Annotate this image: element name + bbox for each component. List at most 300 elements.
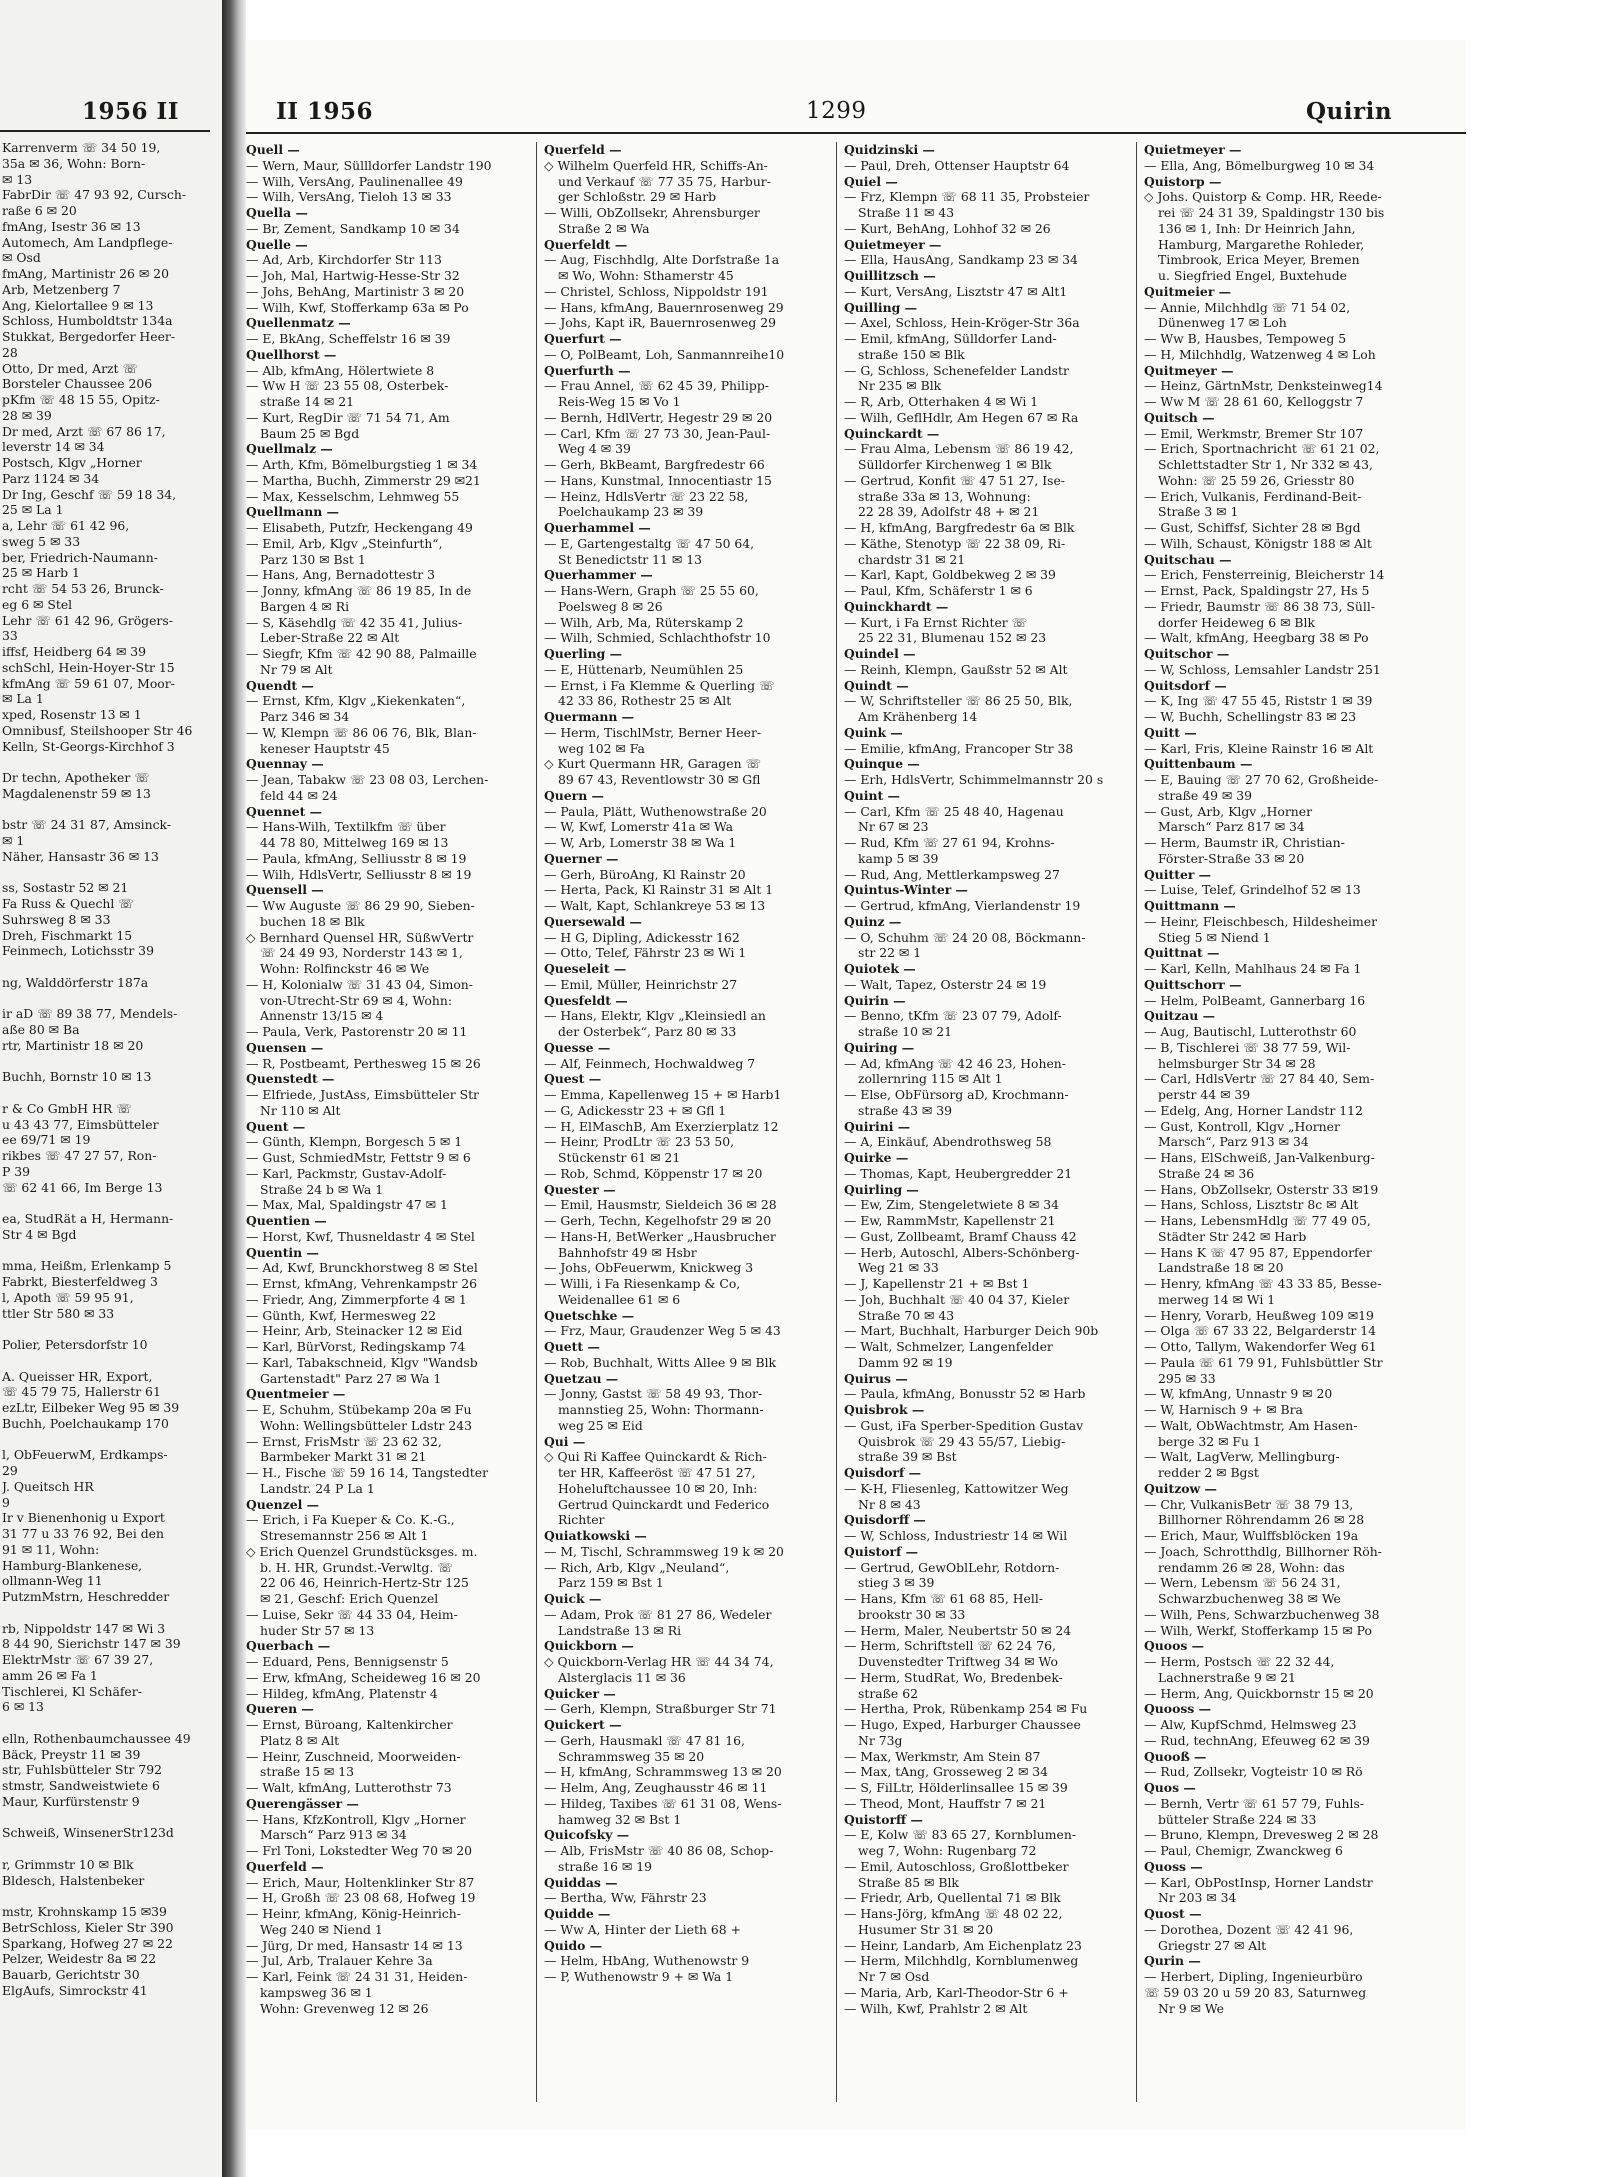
entry-line: — Gerh, Techn, Kegelhofstr 29 ✉ 20 (544, 1213, 772, 1228)
left-entry-line: Feinmech, Lotichsstr 39 (2, 943, 154, 959)
entry-line: — Ella, HausAng, Sandkamp 23 ✉ 34 (844, 252, 1078, 268)
entry-line: — Luise, Telef, Grindelhof 52 ✉ 13 (1144, 882, 1361, 898)
entry-line: — Paul, Chemigr, Zwanckweg 6 (1144, 1843, 1343, 1858)
left-entry-line (2, 1888, 218, 1904)
entry-line: — Rich, Arb, Klgv „Neuland“, (544, 1559, 730, 1575)
entry-surname: Quisdorf — (844, 1465, 921, 1480)
entry-line: — W, Schloss, Lemsahler Landstr 251 (1144, 661, 1381, 677)
entry-line: Schlettstadter Str 1, Nr 332 ✉ 43, (1158, 457, 1373, 472)
entry-line: — Walt, ObWachtmstr, Am Hasen- (1144, 1417, 1358, 1433)
entry-line: — Paula, kfmAng, Selliusstr 8 ✉ 19 (246, 850, 467, 866)
entry-line: — Ernst, Kfm, Klgv „Kiekenkaten“, (246, 693, 466, 709)
entry-line: ◇ Johs. Quistorp & Comp. HR, Reede- (1144, 189, 1382, 205)
entry-line: — Ww H ☏ 23 55 08, Osterbek- (246, 378, 449, 394)
left-entry-line: leverstr 14 ✉ 34 (2, 439, 105, 455)
entry-line: ✉ Wo, Wohn: Sthamerstr 45 (558, 268, 734, 283)
entry-line: — Paula, Verk, Pastorenstr 20 ✉ 11 (246, 1024, 468, 1039)
left-entry-line: 25 ✉ Harb 1 (2, 565, 80, 581)
entry-surname: Quitzau — (1144, 1008, 1216, 1024)
left-entry-line: Sparkang, Hofweg 27 ✉ 22 (2, 1935, 173, 1951)
entry-surname: Queseleit — (544, 961, 627, 976)
right-margin (1466, 0, 1600, 2177)
left-entry-line (2, 1243, 218, 1259)
entry-line: — Herb, Autoschl, Albers-Schönberg- (844, 1244, 1080, 1260)
entry-line: — Hertha, Prok, Rübenkamp 254 ✉ Fu (844, 1701, 1088, 1717)
entry-line: — Hans, Schloss, Lisztstr 8c ✉ Alt (1144, 1197, 1359, 1213)
entry-line: — Johs, ObFeuerwm, Knickweg 3 (544, 1260, 754, 1276)
entry-line: — O, Schuhm ☏ 24 20 08, Böckmann- (844, 929, 1086, 945)
entry-line: — Hans, ObZollsekr, Osterstr 33 ✉19 (1144, 1181, 1379, 1197)
entry-surname: Quermann — (544, 709, 635, 724)
entry-line: — Alb, kfmAng, Hölertwiete 8 (246, 362, 435, 378)
entry-line: — Wilh, Schaust, Königstr 188 ✉ Alt (1144, 535, 1372, 551)
entry-line: mannstieg 25, Wohn: Thormann- (558, 1402, 764, 1417)
entry-line: — H, kfmAng, Schrammsweg 13 ✉ 20 (544, 1764, 782, 1780)
entry-line: 136 ✉ 1, Inh: Dr Heinrich Jahn, (1158, 220, 1356, 236)
entry-line: — Aug, Fischhdlg, Alte Dorfstraße 1a (544, 252, 780, 268)
entry-line: Lachnerstraße 9 ✉ 21 (1158, 1669, 1296, 1685)
left-entry-line: Dr med, Arzt ☏ 67 86 17, (2, 423, 166, 439)
entry-line: — H, Milchhdlg, Watzenweg 4 ✉ Loh (1144, 346, 1376, 362)
entry-line: — H., Fische ☏ 59 16 14, Tangstedter (246, 1465, 488, 1480)
entry-line: — H, kfmAng, Bargfredestr 6a ✉ Blk (844, 520, 1075, 535)
left-entry-line: Borsteler Chaussee 206 (2, 376, 153, 392)
entry-line: Nr 7 ✉ Osd (858, 1969, 930, 1984)
entry-line: — A, Einkäuf, Abendrothsweg 58 (844, 1134, 1052, 1150)
entry-line: Nr 235 ✉ Blk (858, 378, 942, 394)
entry-line: Alsterglacis 11 ✉ 36 (558, 1669, 686, 1685)
left-entry-line: P 39 (2, 1163, 31, 1179)
left-entry-line: Schweiß, WinsenerStr123d (2, 1825, 174, 1841)
entry-line: — Hans, KfzKontroll, Klgv „Horner (246, 1811, 466, 1827)
left-header-rule (0, 130, 210, 132)
left-entry-line (2, 1605, 218, 1621)
entry-line: — Ww M ☏ 28 61 60, Kelloggstr 7 (1144, 394, 1364, 409)
entry-surname: Quos — (1144, 1780, 1196, 1795)
left-entry-line: bstr ☏ 24 31 87, Amsinck- (2, 817, 172, 833)
entry-line: 295 ✉ 33 (1158, 1370, 1216, 1386)
entry-surname: Quidzinski — (844, 142, 935, 157)
left-entry-line (2, 802, 218, 818)
entry-line: weg 102 ✉ Fa (558, 740, 645, 756)
left-entry-line: aße 80 ✉ Ba (2, 1022, 80, 1037)
entry-line: Dünenweg 17 ✉ Loh (1158, 315, 1287, 331)
entry-line: — Bruno, Klempn, Drevesweg 2 ✉ 28 (1144, 1827, 1379, 1843)
entry-line: Weidenallee 61 ✉ 6 (558, 1291, 681, 1307)
entry-line: — Karl, Kapt, Goldbekweg 2 ✉ 39 (844, 567, 1056, 583)
entry-line: — Erich, i Fa Kueper & Co. K.-G., (246, 1512, 455, 1528)
entry-surname: Quellhorst — (246, 346, 337, 362)
entry-line: — Gertrud, kfmAng, Vierlandenstr 19 (844, 898, 1081, 913)
entry-line: und Verkauf ☏ 77 35 75, Harbur- (558, 173, 771, 189)
left-entry-line: ElektrMstr ☏ 67 39 27, (2, 1652, 154, 1667)
left-entry-line (2, 1195, 218, 1211)
entry-line: str 22 ✉ 1 (858, 945, 922, 961)
entry-line: Hamburg, Margarethe Rohleder, (1158, 236, 1365, 252)
left-entry-line: Str 4 ✉ Bgd (2, 1226, 77, 1242)
directory-page (246, 40, 1466, 2130)
entry-line: — Gust, Arb, Klgv „Horner (1144, 803, 1313, 819)
entry-line: kamp 5 ✉ 39 (858, 850, 939, 866)
entry-line: — Gerh, BkBeamt, Bargfredestr 66 (544, 457, 765, 472)
entry-line: — Wilh, Werkf, Stofferkamp 15 ✉ Po (1144, 1622, 1372, 1638)
left-entry-line: Parz 1124 ✉ 34 (2, 470, 100, 486)
left-entry-line: Otto, Dr med, Arzt ☏ (2, 360, 138, 376)
entry-surname: Querfeldt — (544, 236, 628, 252)
entry-line: — Heinr, kfmAng, König-Heinrich- (246, 1906, 461, 1921)
left-entry-line: Hamburg-Blankenese, (2, 1557, 143, 1573)
entry-line: — Helm, HbAng, Wuthenowstr 9 (544, 1953, 750, 1969)
left-entry-line: Kelln, St-Georgs-Kirchhof 3 (2, 738, 175, 754)
entry-line: — Erich, Maur, Wulffsblöcken 19a (1144, 1528, 1359, 1543)
entry-surname: Quentien — (246, 1213, 327, 1228)
entry-line: — Emil, Hausmstr, Sieldeich 36 ✉ 28 (544, 1197, 777, 1213)
entry-line: — Annie, Milchhdlg ☏ 71 54 02, (1144, 299, 1351, 315)
entry-line: — Elfriede, JustAss, Eimsbütteler Str (246, 1087, 479, 1102)
entry-line: ✉ 21, Geschf: Erich Quenzel (260, 1591, 439, 1606)
entry-line: — Herm, Postsch ☏ 22 32 44, (1144, 1654, 1335, 1669)
entry-line: — Bernh, HdlVertr, Hegestr 29 ✉ 20 (544, 409, 773, 425)
left-entry-line (2, 1085, 218, 1101)
entry-line: merweg 14 ✉ Wi 1 (1158, 1291, 1276, 1307)
entry-line: — Hans K ☏ 47 95 87, Eppendorfer (1144, 1244, 1372, 1260)
entry-line: ☏ 24 49 93, Norderstr 143 ✉ 1, (260, 945, 463, 961)
entry-line: — Else, ObFürsorg aD, Krochmann- (844, 1087, 1069, 1102)
entry-line: helmsburger Str 34 ✉ 28 (1158, 1055, 1316, 1071)
left-entry-line: sweg 5 ✉ 33 (2, 533, 81, 549)
entry-line: — Benno, tKfm ☏ 23 07 79, Adolf- (844, 1008, 1062, 1024)
entry-line: 25 22 31, Blumenau 152 ✉ 23 (858, 630, 1047, 646)
left-entry-line: mstr, Krohnskamp 15 ✉39 (2, 1904, 167, 1919)
left-entry-line: Postsch, Klgv „Horner (2, 455, 142, 470)
entry-surname: Quirling — (844, 1181, 919, 1197)
entry-line: u. Siegfried Engel, Buxtehude (1158, 268, 1347, 283)
left-entry-line: a, Lehr ☏ 61 42 96, (2, 518, 130, 533)
entry-line: Reis-Weg 15 ✉ Vo 1 (558, 394, 681, 409)
entry-line: — Rud, technAng, Efeuweg 62 ✉ 39 (1144, 1732, 1370, 1748)
entry-line: von-Utrecht-Str 69 ✉ 4, Wohn: (260, 992, 452, 1008)
entry-line: Schrammsweg 35 ✉ 20 (558, 1748, 705, 1764)
entry-line: Landstraße 13 ✉ Ri (558, 1622, 682, 1638)
entry-surname: Quietmeyer — (1144, 142, 1242, 157)
entry-line: — Wilh, VersAng, Paulinenallee 49 (246, 173, 463, 189)
entry-line: — Rud, Zollsekr, Vogteistr 10 ✉ Rö (1144, 1764, 1363, 1780)
entry-surname: Quillitzsch — (844, 268, 936, 283)
entry-line: — Herm, StudRat, Wo, Bredenbek- (844, 1669, 1063, 1685)
entry-line: — Emilie, kfmAng, Francoper Str 38 (844, 740, 1074, 756)
entry-surname: Quendt — (246, 677, 314, 693)
entry-line: — E, Kolw ☏ 83 65 27, Kornblumen- (844, 1827, 1077, 1843)
entry-line: straße 62 (858, 1685, 918, 1701)
entry-line: — Eduard, Pens, Bennigsenstr 5 (246, 1654, 449, 1669)
entry-surname: Querfurth — (544, 362, 631, 378)
entry-surname: Quost — (1144, 1906, 1202, 1921)
left-entry-line: mma, Heißm, Erlenkamp 5 (2, 1258, 172, 1274)
entry-surname: Quella — (246, 205, 308, 220)
entry-line: — Friedr, Ang, Zimmerpforte 4 ✉ 1 (246, 1291, 467, 1307)
entry-line: — Günth, Klempn, Borgesch 5 ✉ 1 (246, 1134, 463, 1150)
left-entry-line: eg 6 ✉ Stel (2, 596, 73, 612)
entry-line: — Axel, Schloss, Hein-Kröger-Str 36a (844, 315, 1080, 331)
entry-surname: Quenzel — (246, 1496, 320, 1512)
entry-line: — Heinr, ProdLtr ☏ 23 53 50, (544, 1134, 735, 1150)
entry-line: Wohn: Rolfinckstr 46 ✉ We (260, 961, 430, 976)
entry-line: — Otto, Telef, Fährstr 23 ✉ Wi 1 (544, 945, 747, 961)
entry-surname: Quietmeyer — (844, 236, 942, 252)
entry-surname: Quetzau — (544, 1370, 619, 1386)
entry-line: — Friedr, Arb, Quellental 71 ✉ Blk (844, 1890, 1061, 1906)
entry-line: straße 14 ✉ 21 (260, 394, 354, 409)
entry-line: Straße 24 b ✉ Wa 1 (260, 1181, 384, 1197)
entry-line: hamweg 32 ✉ Bst 1 (558, 1811, 682, 1827)
entry-line: — B, Tischlerei ☏ 38 77 59, Wil- (1144, 1039, 1351, 1055)
entry-line: — Gerh, BüroAng, Kl Rainstr 20 (544, 866, 746, 882)
entry-line: weg 25 ✉ Eid (558, 1417, 643, 1433)
entry-line: keneser Hauptstr 45 (260, 740, 390, 756)
entry-line: — Hans, Kunstmal, Innocentiastr 15 (544, 472, 772, 488)
entry-line: — Käthe, Stenotyp ☏ 22 38 09, Ri- (844, 535, 1066, 551)
entry-line: — Emil, Werkmstr, Bremer Str 107 (1144, 425, 1364, 441)
entry-line: chardstr 31 ✉ 21 (858, 551, 966, 567)
entry-line: stieg 3 ✉ 39 (858, 1575, 935, 1591)
entry-line: — G, Adickesstr 23 + ✉ Gfl 1 (544, 1102, 727, 1118)
entry-line: Stückenstr 61 ✉ 21 (558, 1150, 681, 1165)
entry-line: — Erich, Maur, Holtenklinker Str 87 (246, 1874, 475, 1890)
entry-line: — Ww Auguste ☏ 86 29 90, Sieben- (246, 898, 475, 913)
entry-surname: Quitschor — (1144, 646, 1230, 661)
directory-column-3 (844, 142, 1134, 2130)
left-entry-line: ezLtr, Eilbeker Weg 95 ✉ 39 (2, 1400, 180, 1415)
entry-line: — Walt, LagVerw, Mellingburg- (1144, 1449, 1340, 1465)
entry-line: — Wilh, GeflHdlr, Am Hegen 67 ✉ Ra (844, 409, 1079, 425)
entry-line: — Herm, Ang, Quickbornstr 15 ✉ 20 (1144, 1685, 1374, 1701)
entry-line: — G, Schloss, Schenefelder Landstr (844, 362, 1069, 378)
entry-line: — Gust, iFa Sperber-Spedition Gustav (844, 1417, 1084, 1433)
entry-line: straße 16 ✉ 19 (558, 1858, 652, 1874)
left-entry-line: 6 ✉ 13 (2, 1699, 44, 1715)
left-entry-line: A. Queisser HR, Export, (2, 1368, 153, 1384)
entry-line: — Wilh, Kwf, Stofferkamp 63a ✉ Po (246, 299, 469, 315)
entry-line: Stieg 5 ✉ Niend 1 (1158, 929, 1271, 945)
left-entry-line: Lehr ☏ 61 42 96, Grögers- (2, 612, 173, 628)
entry-line: perstr 44 ✉ 39 (1158, 1087, 1251, 1102)
entry-surname: Quirus — (844, 1370, 908, 1386)
entry-line: Hoheluftchaussee 10 ✉ 20, Inh: (558, 1480, 758, 1496)
entry-line: — Ad, kfmAng ☏ 42 46 23, Hohen- (844, 1055, 1066, 1071)
entry-line: — Gerh, Hausmakl ☏ 47 81 16, (544, 1732, 745, 1748)
entry-surname: Quiatkowski — (544, 1528, 647, 1543)
entry-surname: Quelle — (246, 236, 308, 252)
entry-line: — Alb, FrisMstr ☏ 40 86 08, Schop- (544, 1843, 774, 1858)
entry-surname: Querling — (544, 646, 623, 661)
left-entry-line (2, 754, 218, 770)
left-entry-line: Dr Ing, Geschf ☏ 59 18 34, (2, 486, 177, 502)
entry-surname: Quitter — (1144, 866, 1212, 882)
entry-line: — Walt, Schmelzer, Langenfelder (844, 1339, 1053, 1354)
entry-surname: Quisdorff — (844, 1512, 926, 1528)
entry-line: straße 150 ✉ Blk (858, 346, 965, 362)
entry-line: — Paul, Dreh, Ottenser Hauptstr 64 (844, 157, 1070, 173)
entry-line: — Herm, TischlMstr, Berner Heer- (544, 724, 762, 740)
entry-surname: Quittenbaum — (1144, 756, 1253, 772)
entry-line: — Wilh, Arb, Ma, Rüterskamp 2 (544, 614, 744, 630)
entry-line: — Rud, Ang, Mettlerkampsweg 27 (844, 866, 1060, 882)
entry-line: — Erw, kfmAng, Scheideweg 16 ✉ 20 (246, 1669, 481, 1685)
left-entry-line: u 43 43 77, Eimsbütteler (2, 1116, 159, 1132)
entry-surname: Quern — (544, 787, 604, 803)
left-entry-line: ttler Str 580 ✉ 33 (2, 1305, 115, 1321)
entry-line: — Adam, Prok ☏ 81 27 86, Wedeler (544, 1606, 772, 1622)
entry-surname: Quiel — (844, 173, 898, 189)
left-entry-line: iffsf, Heidberg 64 ✉ 39 (2, 644, 147, 659)
entry-line: — Joh, Buchhalt ☏ 40 04 37, Kieler (844, 1291, 1070, 1307)
entry-line: — Walt, Kapt, Schlankreye 53 ✉ 13 (544, 898, 766, 913)
entry-line: — Kurt, i Fa Ernst Richter ☏ (844, 614, 1028, 630)
entry-line: Stresemannstr 256 ✉ Alt 1 (260, 1528, 429, 1543)
left-entry-line: rikbes ☏ 47 27 57, Ron- (2, 1148, 157, 1163)
entry-surname: Quindt — (844, 677, 909, 693)
entry-surname: Querner — (544, 850, 619, 866)
entry-surname: Quester — (544, 1181, 616, 1197)
entry-line: Timbrook, Erica Meyer, Bremen (1158, 252, 1360, 268)
entry-line: — Christel, Schloss, Nippoldstr 191 (544, 283, 769, 299)
entry-line: — Edelg, Ang, Horner Landstr 112 (1144, 1102, 1363, 1118)
entry-line: — E, Gartengestaltg ☏ 47 50 64, (544, 535, 755, 551)
entry-line: — K, Ing ☏ 47 55 45, Riststr 1 ✉ 39 (1144, 693, 1373, 709)
entry-line: — Günth, Kwf, Hermesweg 22 (246, 1307, 436, 1323)
entry-line: ◇ Erich Quenzel Grundstücksges. m. (246, 1543, 478, 1559)
left-entry-line: 33 (2, 628, 18, 644)
left-entry-line: ✉ 13 (2, 171, 33, 187)
entry-line: — Jul, Arb, Tralauer Kehre 3a (246, 1953, 433, 1969)
left-entry-line: Omnibusf, Steilshooper Str 46 (2, 722, 193, 738)
column-divider (836, 142, 837, 2102)
left-entry-line: 28 (2, 344, 18, 360)
entry-line: Straße 24 ✉ 36 (1158, 1165, 1255, 1181)
entry-line: — Joach, Schrotthdlg, Billhorner Röh- (1144, 1543, 1382, 1559)
entry-line: 22 06 46, Heinrich-Hertz-Str 125 (260, 1575, 469, 1591)
entry-line: Gartenstadt" Parz 27 ✉ Wa 1 (260, 1370, 442, 1386)
entry-line: — R, Postbeamt, Perthesweg 15 ✉ 26 (246, 1055, 481, 1071)
entry-line: — Gust, SchmiedMstr, Fettstr 9 ✉ 6 (246, 1150, 471, 1165)
entry-line: — Emma, Kapellenweg 15 + ✉ Harb1 (544, 1087, 782, 1102)
entry-line: — W, Schloss, Industriestr 14 ✉ Wil (844, 1528, 1068, 1543)
left-entry-line: ☏ 62 41 66, Im Berge 13 (2, 1179, 163, 1195)
left-entry-line: Fabrkt, Biesterfeldweg 3 (2, 1274, 158, 1289)
entry-line: straße 33a ✉ 13, Wohnung: (858, 488, 1031, 504)
entry-line: — Max, tAng, Grosseweg 2 ✉ 34 (844, 1764, 1049, 1780)
entry-line: — Karl, Packmstr, Gustav-Adolf- (246, 1165, 447, 1181)
entry-line: — Luise, Sekr ☏ 44 33 04, Heim- (246, 1606, 458, 1622)
entry-line: — Heinr, Arb, Steinacker 12 ✉ Eid (246, 1323, 463, 1339)
entry-line: — Hans-Wern, Graph ☏ 25 55 60, (544, 583, 759, 598)
entry-line: zollernring 115 ✉ Alt 1 (858, 1071, 1003, 1087)
entry-line: Damm 92 ✉ 19 (858, 1354, 953, 1370)
entry-line: — Helm, PolBeamt, Gannerbarg 16 (1144, 992, 1366, 1008)
entry-surname: Quistorf — (844, 1543, 919, 1559)
entry-line: — Reinh, Klempn, Gaußstr 52 ✉ Alt (844, 661, 1068, 677)
entry-line: — Johs, BehAng, Martinistr 3 ✉ 20 (246, 283, 465, 299)
left-entry-line: raße 6 ✉ 20 (2, 203, 77, 218)
left-entry-line: Polier, Petersdorfstr 10 (2, 1337, 148, 1352)
entry-surname: Quell — (246, 142, 300, 157)
left-entry-line: xped, Rosenstr 13 ✉ 1 (2, 707, 142, 722)
entry-line: — Dorothea, Dozent ☏ 42 41 96, (1144, 1921, 1354, 1937)
entry-line: — Alf, Feinmech, Hochwaldweg 7 (544, 1055, 756, 1071)
left-entry-line: 29 (2, 1463, 18, 1478)
left-entry-line: Buchh, Bornstr 10 ✉ 13 (2, 1069, 152, 1085)
entry-line: — Ad, Arb, Kirchdorfer Str 113 (246, 252, 442, 268)
left-entry-line: 25 ✉ La 1 (2, 502, 64, 518)
entry-line: Nr 8 ✉ 43 (858, 1496, 921, 1512)
entry-surname: Qui — (544, 1433, 586, 1449)
entry-line: — Ww A, Hinter der Lieth 68 + (544, 1921, 741, 1937)
entry-line: — Wilh, Pens, Schwarzbuchenweg 38 (1144, 1606, 1380, 1622)
entry-line: — Wern, Lebensm ☏ 56 24 31, (1144, 1575, 1341, 1591)
directory-column-4 (1144, 142, 1434, 2130)
entry-line: ger Schloßstr. 29 ✉ Harb (558, 189, 717, 205)
entry-line: — Rob, Buchhalt, Witts Allee 9 ✉ Blk (544, 1354, 777, 1370)
entry-line: — Karl, ObPostInsp, Horner Landstr (1144, 1874, 1373, 1890)
entry-line: Poelchaukamp 23 ✉ 39 (558, 504, 704, 520)
entry-line: Gertrud Quinckardt und Federico (558, 1496, 770, 1512)
entry-line: — Kurt, RegDir ☏ 71 54 71, Am (246, 409, 450, 425)
left-entry-line: 8 44 90, Sierichstr 147 ✉ 39 (2, 1636, 181, 1652)
entry-line: — Hans, ElSchweiß, Jan-Valkenburg- (1144, 1150, 1375, 1165)
entry-line: — Rob, Schmd, Köppenstr 17 ✉ 20 (544, 1165, 763, 1181)
entry-line: — Paula, Plätt, Wuthenowstraße 20 (544, 803, 767, 819)
left-entry-line: Arb, Metzenberg 7 (2, 281, 121, 297)
entry-line: Förster-Straße 33 ✉ 20 (1158, 850, 1305, 866)
entry-surname: Quellmalz — (246, 441, 333, 457)
left-entry-line: elln, Rothenbaumchaussee 49 (2, 1730, 191, 1746)
entry-surname: Quittmann — (1144, 898, 1236, 913)
entry-line: — Ew, Zim, Stengeletwiete 8 ✉ 34 (844, 1197, 1059, 1213)
entry-line: berge 32 ✉ Fu 1 (1158, 1433, 1261, 1449)
left-entry-line: Maur, Kurfürstenstr 9 (2, 1793, 140, 1809)
entry-line: — Kurt, VersAng, Lisztstr 47 ✉ Alt1 (844, 283, 1068, 299)
page-header-left: II 1956 (276, 98, 374, 125)
entry-surname: Quittnat — (1144, 945, 1220, 961)
entry-line: — K-H, Fliesenleg, Kattowitzer Weg (844, 1480, 1069, 1496)
page-number: 1299 (806, 98, 867, 124)
entry-surname: Quennay — (246, 756, 324, 772)
entry-line: — R, Arb, Otterhaken 4 ✉ Wi 1 (844, 394, 1039, 409)
entry-line: Schwarzbuchenweg 38 ✉ We (1158, 1591, 1341, 1606)
entry-line: — Erich, Vulkanis, Ferdinand-Beit- (1144, 488, 1362, 504)
entry-line: straße 15 ✉ 13 (260, 1764, 354, 1780)
entry-line: — Bertha, Ww, Fährstr 23 (544, 1890, 707, 1906)
entry-surname: Quirke — (844, 1150, 909, 1165)
entry-line: Poelsweg 8 ✉ 26 (558, 598, 663, 614)
entry-line: — Heinz, HdlsVertr ☏ 23 22 58, (544, 488, 749, 504)
entry-line: — Frz, Maur, Graudenzer Weg 5 ✉ 43 (544, 1323, 781, 1339)
entry-line: Marsch“ Parz 817 ✉ 34 (1158, 819, 1305, 835)
entry-surname: Quilling — (844, 299, 918, 315)
entry-surname: Quoos — (1144, 1638, 1205, 1654)
left-entry-line: 28 ✉ 39 (2, 407, 52, 423)
left-entry-line: BetrSchloss, Kieler Str 390 (2, 1919, 174, 1935)
entry-surname: Quetschke — (544, 1307, 635, 1323)
entry-line: Leber-Straße 22 ✉ Alt (260, 630, 400, 646)
entry-line: — Joh, Mal, Hartwig-Hesse-Str 32 (246, 268, 460, 283)
entry-line: — Ernst, Pack, Spaldingstr 27, Hs 5 (1144, 583, 1370, 598)
entry-line: weg 7, Wohn: Rugenbarg 72 (858, 1843, 1037, 1858)
entry-line: Straße 70 ✉ 43 (858, 1307, 955, 1323)
entry-line: — Ernst, Büroang, Kaltenkircher (246, 1717, 453, 1732)
entry-line: Am Krähenberg 14 (858, 709, 978, 724)
left-entry-line: Stukkat, Bergedorfer Heer- (2, 329, 176, 344)
